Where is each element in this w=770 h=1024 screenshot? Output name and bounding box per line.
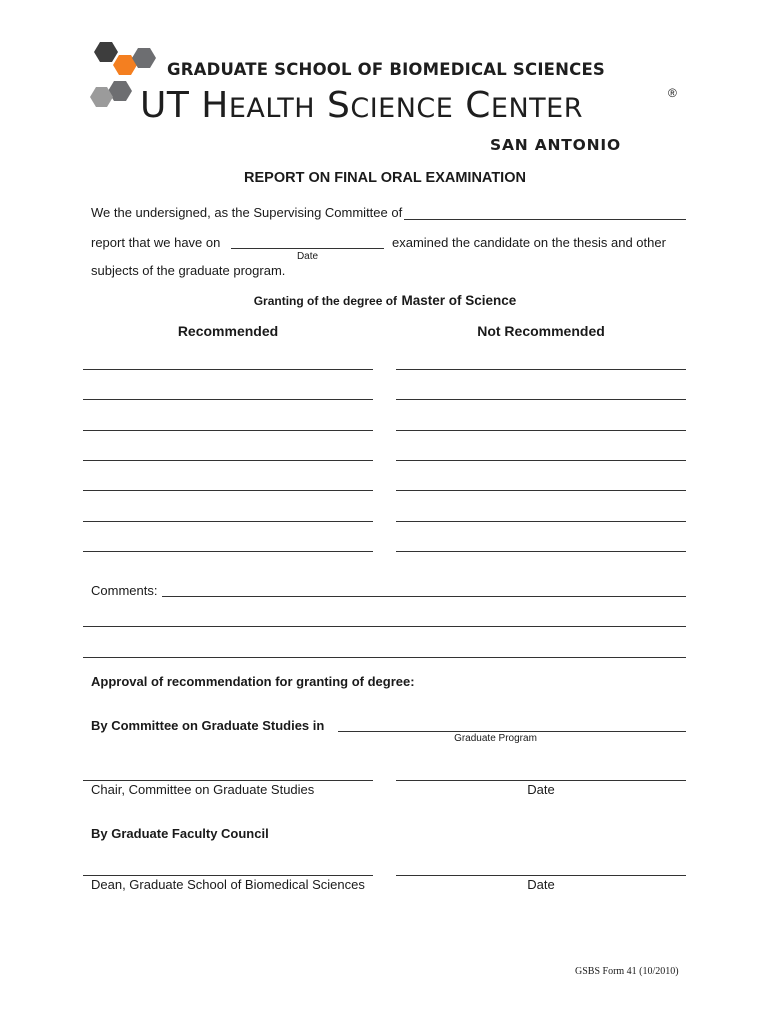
dean-signature-line[interactable] [83,875,373,876]
approval-heading: Approval of recommendation for granting of degree: [91,674,415,689]
granting-heading [0,292,770,310]
intro-line-2-right: examined the candidate on the thesis and other [392,235,666,250]
form-number: GSBS Form 41 (10/2010) [575,966,679,977]
chair-date-line[interactable] [396,780,686,781]
not-recommended-signature-line[interactable] [396,460,686,461]
dean-date-label: Date [527,877,555,892]
not-recommended-signature-line[interactable] [396,369,686,370]
recommended-signature-line[interactable] [83,551,373,552]
comments-field-line-2[interactable] [83,626,686,627]
intro-line-3: subjects of the graduate program. [91,263,286,278]
granting-prefix: Granting of the degree of [253,294,398,308]
graduate-program-label: Graduate Program [454,733,537,744]
not-recommended-signature-line[interactable] [396,521,686,522]
chair-label: Chair, Committee on Graduate Studies [91,782,315,797]
recommended-signature-line[interactable] [83,399,373,400]
committee-program-field[interactable] [404,219,686,220]
chair-signature-line[interactable] [83,780,373,781]
council-label: By Graduate Faculty Council [91,826,269,841]
school-name: GRADUATE SCHOOL OF BIOMEDICAL SCIENCES [167,60,606,79]
chair-date-label: Date [527,782,555,797]
recommended-heading: Recommended [177,323,279,339]
not-recommended-heading: Not Recommended [477,323,605,339]
institution-name: UT HEALTH SCIENCE CENTER [140,85,583,126]
dean-label: Dean, Graduate School of Biomedical Sciences [91,877,365,892]
committee-label: By Committee on Graduate Studies in [91,718,325,733]
not-recommended-signature-line[interactable] [396,430,686,431]
exam-date-label: Date [296,251,319,262]
comments-label: Comments: [91,583,158,598]
not-recommended-signature-line[interactable] [396,399,686,400]
graduate-program-field[interactable] [338,731,686,732]
campus-location: SAN ANTONIO [490,136,621,154]
degree-name: Master of Science [401,293,517,308]
comments-field-line-1[interactable] [162,596,686,597]
page-title: REPORT ON FINAL ORAL EXAMINATION [244,170,526,186]
not-recommended-signature-line[interactable] [396,490,686,491]
intro-line-2-left: report that we have on [91,235,221,250]
recommended-signature-line[interactable] [83,521,373,522]
hexagon-dark [94,42,118,62]
dean-date-line[interactable] [396,875,686,876]
recommended-signature-line[interactable] [83,369,373,370]
recommended-signature-line[interactable] [83,460,373,461]
recommended-signature-line[interactable] [83,490,373,491]
exam-date-field[interactable] [231,248,384,249]
not-recommended-signature-line[interactable] [396,551,686,552]
registered-mark: ® [668,86,677,100]
intro-line-1: We the undersigned, as the Supervising Committee of [91,205,403,220]
comments-field-line-3[interactable] [83,657,686,658]
recommended-signature-line[interactable] [83,430,373,431]
